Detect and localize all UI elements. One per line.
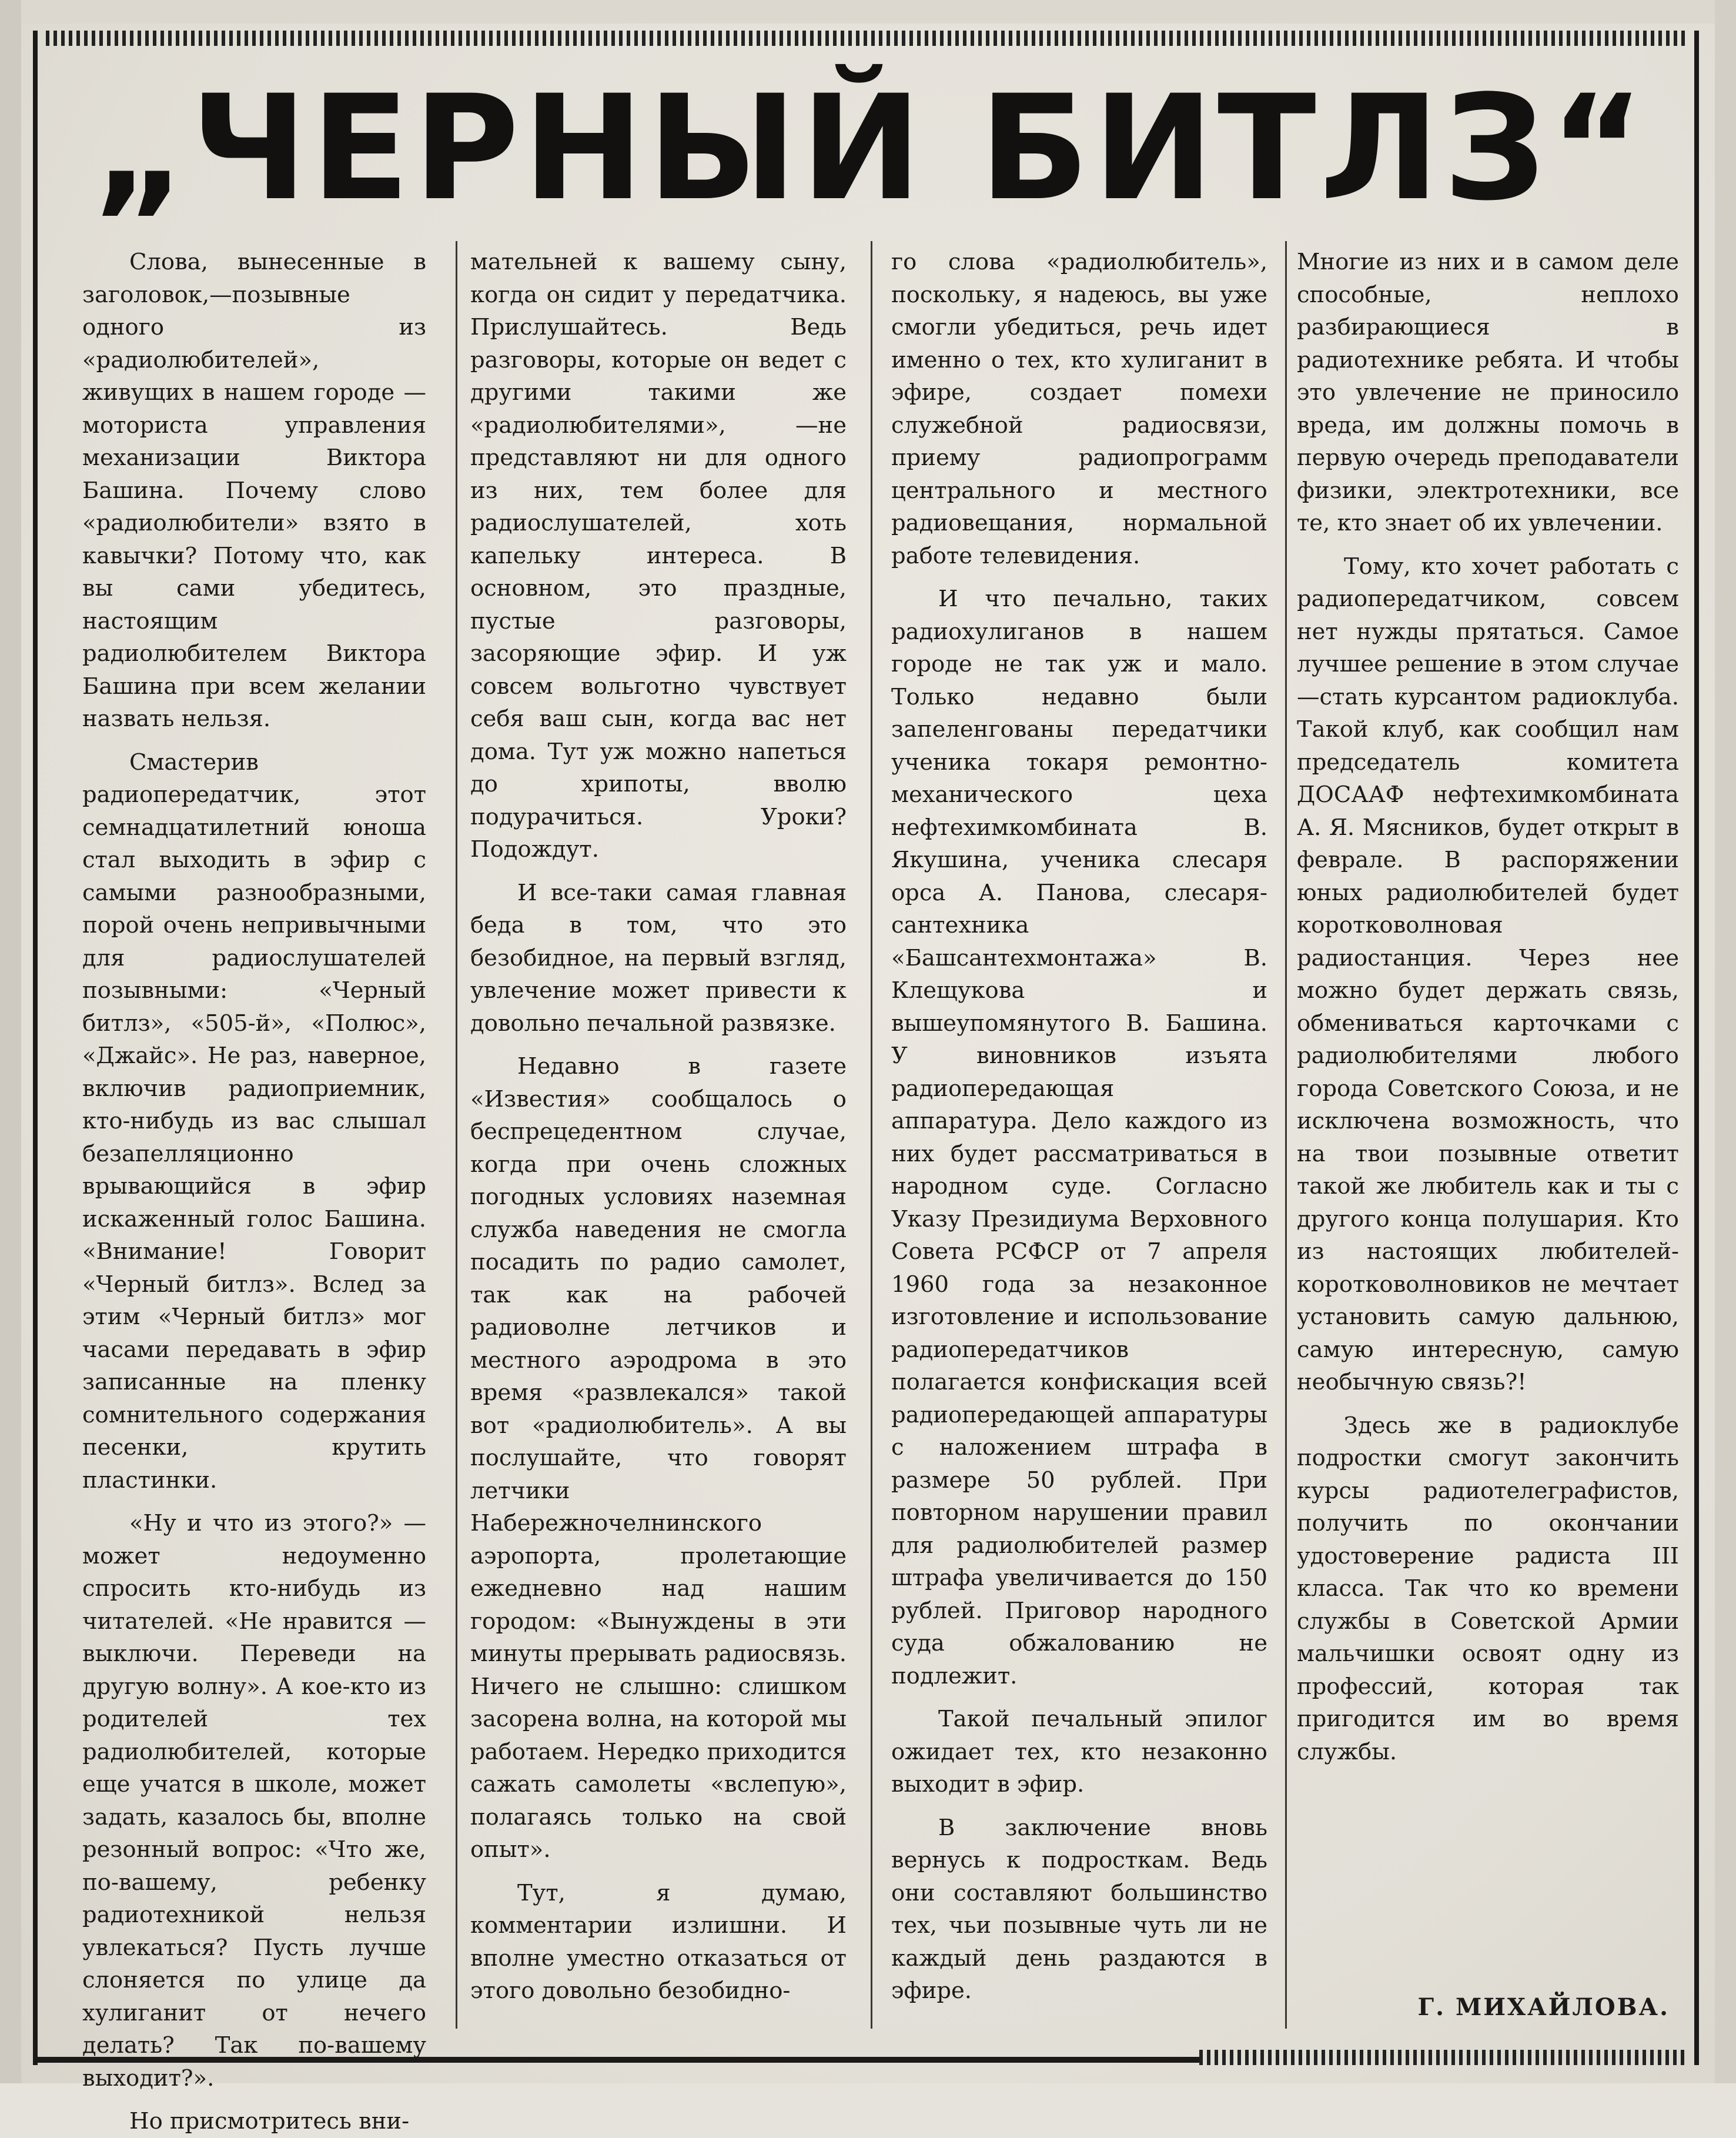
adjacent-column-left xyxy=(0,0,21,2083)
column-divider xyxy=(1285,241,1287,2029)
article-column-4 xyxy=(1297,246,1679,1986)
article-headline: „ЧЕРНЫЙ БИТЛЗ“ xyxy=(92,65,1648,233)
column-divider xyxy=(456,241,457,2029)
paragraph: Но присмотритесь вни- xyxy=(129,2108,410,2134)
paragraph: Недавно в газете «Известия» сообщалось о беспрецедентном случае, когда при очень сложных погодных условиях наземная служба наведения не смогла посадить по радио самолет, так как на рабочей радиоволне летчиков и местного аэродрома в это время «развлекался» такой вот «радиолюбитель». А вы послушайте, что говорят летчики Набережночелнинского аэропорта, пролетающие ежедневно над нашим городом: «Вынуждены в эти минуты прерывать радиосвязь. Ничего не слышно: слишком засорена волна, на которой мы работаем. Нередко приходится сажать самолеты «вслепую», полагаясь только на свой опыт». xyxy=(470,1053,847,1863)
paragraph: И все-таки самая главная беда в том, что это безобидное, на первый взгляд, увлечение может привести к довольно печальной развязке. xyxy=(470,879,847,1037)
paragraph: Здесь же в радиоклубе подростки смогут закончить курсы радиотелеграфистов, получить по окончании удостоверение радиста III класса. Так что ко времени службы в Советской Армии мальчишки освоят одну из профессий, которая так пригодится им во время службы. xyxy=(1297,1412,1679,1765)
adjacent-column-right xyxy=(1715,0,1736,2083)
author-signature: Г. МИХАЙЛОВА. xyxy=(1417,1993,1670,2021)
article-column-1 xyxy=(82,246,426,2134)
paragraph: «Ну и что из этого?» —может недоуменно спросить кто-нибудь из читателей. «Не нравится — выключи. Переведи на другую волну». А кое-кто из родителей тех радиолюбителей, которые еще учатся в школе, может задать, казалось бы, вполне резонный вопрос: «Что же, по-вашему, ребенку радиотехникой нельзя увлекаться? Пусть лучше слоняется по улице да хулиганит от нечего делать? Так по-вашему выходит?». xyxy=(82,1510,426,2092)
article-column-2 xyxy=(470,246,847,2033)
paragraph: Слова, вынесенные в заголовок,—позывные одного из «радиолюбителей», живущих в нашем городе —моториста управления механизации Виктора Башина. Почему слово «радиолюбители» взято в кавычки? Потому что, как вы сами убедитесь, настоящим радиолюбителем Виктора Башина при всем желании назвать нельзя. xyxy=(82,249,426,732)
paragraph: мательней к вашему сыну, когда он сидит у передатчика. Прислушайтесь. Ведь разговоры, которые он ведет с другими такими же «радиолюбителями», —не представляют ни для одного из них, тем более для радиослушателей, хоть капельку интереса. В основном, это праздные, пустые разговоры, засоряющие эфир. И уж совсем вольготно чувствует себя ваш сын, когда вас нет дома. Тут уж можно напеться до хрипоты, вволю подурачиться. Уроки? Подождут. xyxy=(470,249,847,863)
paragraph: И что печально, таких радиохулиганов в нашем городе не так уж и мало. Только недавно были запеленгованы передатчики ученика токаря ремонтно-механического цеха нефтехимкомбината В. Якушина, ученика слесаря орса А. Панова, слесаря-сантехника «Башсантехмонтажа» В. Клещукова и вышеупомянутого В. Башина. У виновников изъята радиопередающая аппаратура. Дело каждого из них будет рассматриваться в народном суде. Согласно Указу Президиума Верховного Совета РСФСР от 7 апреля 1960 года за незаконное изготовление и использование радиопередатчиков полагается конфискация всей радиопередающей аппаратуры с наложением штрафа в размере 50 рублей. При повторном нарушении правил для радиолюбителей размер штрафа увеличивается до 150 рублей. Приговор народного суда обжалованию не подлежит. xyxy=(891,586,1267,1689)
top-margin xyxy=(21,0,1715,24)
paragraph: Тому, кто хочет работать с радиопередатчиком, совсем нет нужды прятаться. Самое лучшее решение в этом случае—стать курсантом радиоклуба. Такой клуб, как сообщил нам председатель комитета ДОСААФ нефтехимкомбината А. Я. Мясников, будет открыт в феврале. В распоряжении юных радиолюбителей будет коротковолновая радиостанция. Через нее можно будет держать связь, обмениваться карточками с радиолюбителями любого города Советского Союза, и не исключена возможность, что на твои позывные ответит такой же любитель как и ты с другого конца полушария. Кто из настоящих любителей-коротковолновиков не мечтает установить самую дальнюю, самую интересную, самую необычную связь?! xyxy=(1297,553,1679,1395)
paragraph: Такой печальный эпилог ожидает тех, кто незаконно выходит в эфир. xyxy=(891,1706,1267,1798)
hatched-border-bottom xyxy=(1199,2050,1687,2065)
column-divider xyxy=(871,241,872,2029)
hatched-border-top xyxy=(46,31,1685,46)
frame-rule-left xyxy=(33,31,38,2065)
paragraph: В заключение вновь вернусь к подросткам. Ведь они составляют большинство тех, чьи позывные чуть ли не каждый день раздаются в эфире. xyxy=(891,1814,1267,2004)
paragraph: го слова «радиолюбитель», поскольку, я надеюсь, вы уже смогли убедиться, речь идет именно о тех, кто хулиганит в эфире, создает помехи служебной радиосвязи, приему радиопрограмм центрального и местного радиовещания, нормальной работе телевидения. xyxy=(891,249,1267,569)
paragraph: Многие из них и в самом деле способные, неплохо разбирающиеся в радиотехнике ребята. И чтобы это увлечение не приносило вреда, им должны помочь в первую очередь преподаватели физики, электротехники, все те, кто знает об их увлечении. xyxy=(1297,249,1679,536)
frame-rule-right xyxy=(1694,31,1699,2065)
paragraph: Тут, я думаю, комментарии излишни. И вполне уместно отказаться от этого довольно безобидно- xyxy=(470,1879,847,2004)
paragraph: Смастерив радиопередатчик, этот семнадцатилетний юноша стал выходить в эфир с самыми разнообразными, порой очень непривычными для радиослушателей позывными: «Черный битлз», «505-й», «Полюс», «Джайс». Не раз, наверное, включив радиоприемник, кто-нибудь из вас слышал безапелляционно врывающийся в эфир искаженный голос Башина. «Внимание! Говорит «Черный битлз». Вслед за этим «Черный битлз» мог часами передавать в эфир записанные на пленку сомнительного содержания песенки, крутить пластинки. xyxy=(82,749,426,1494)
article-column-3 xyxy=(891,246,1267,2033)
